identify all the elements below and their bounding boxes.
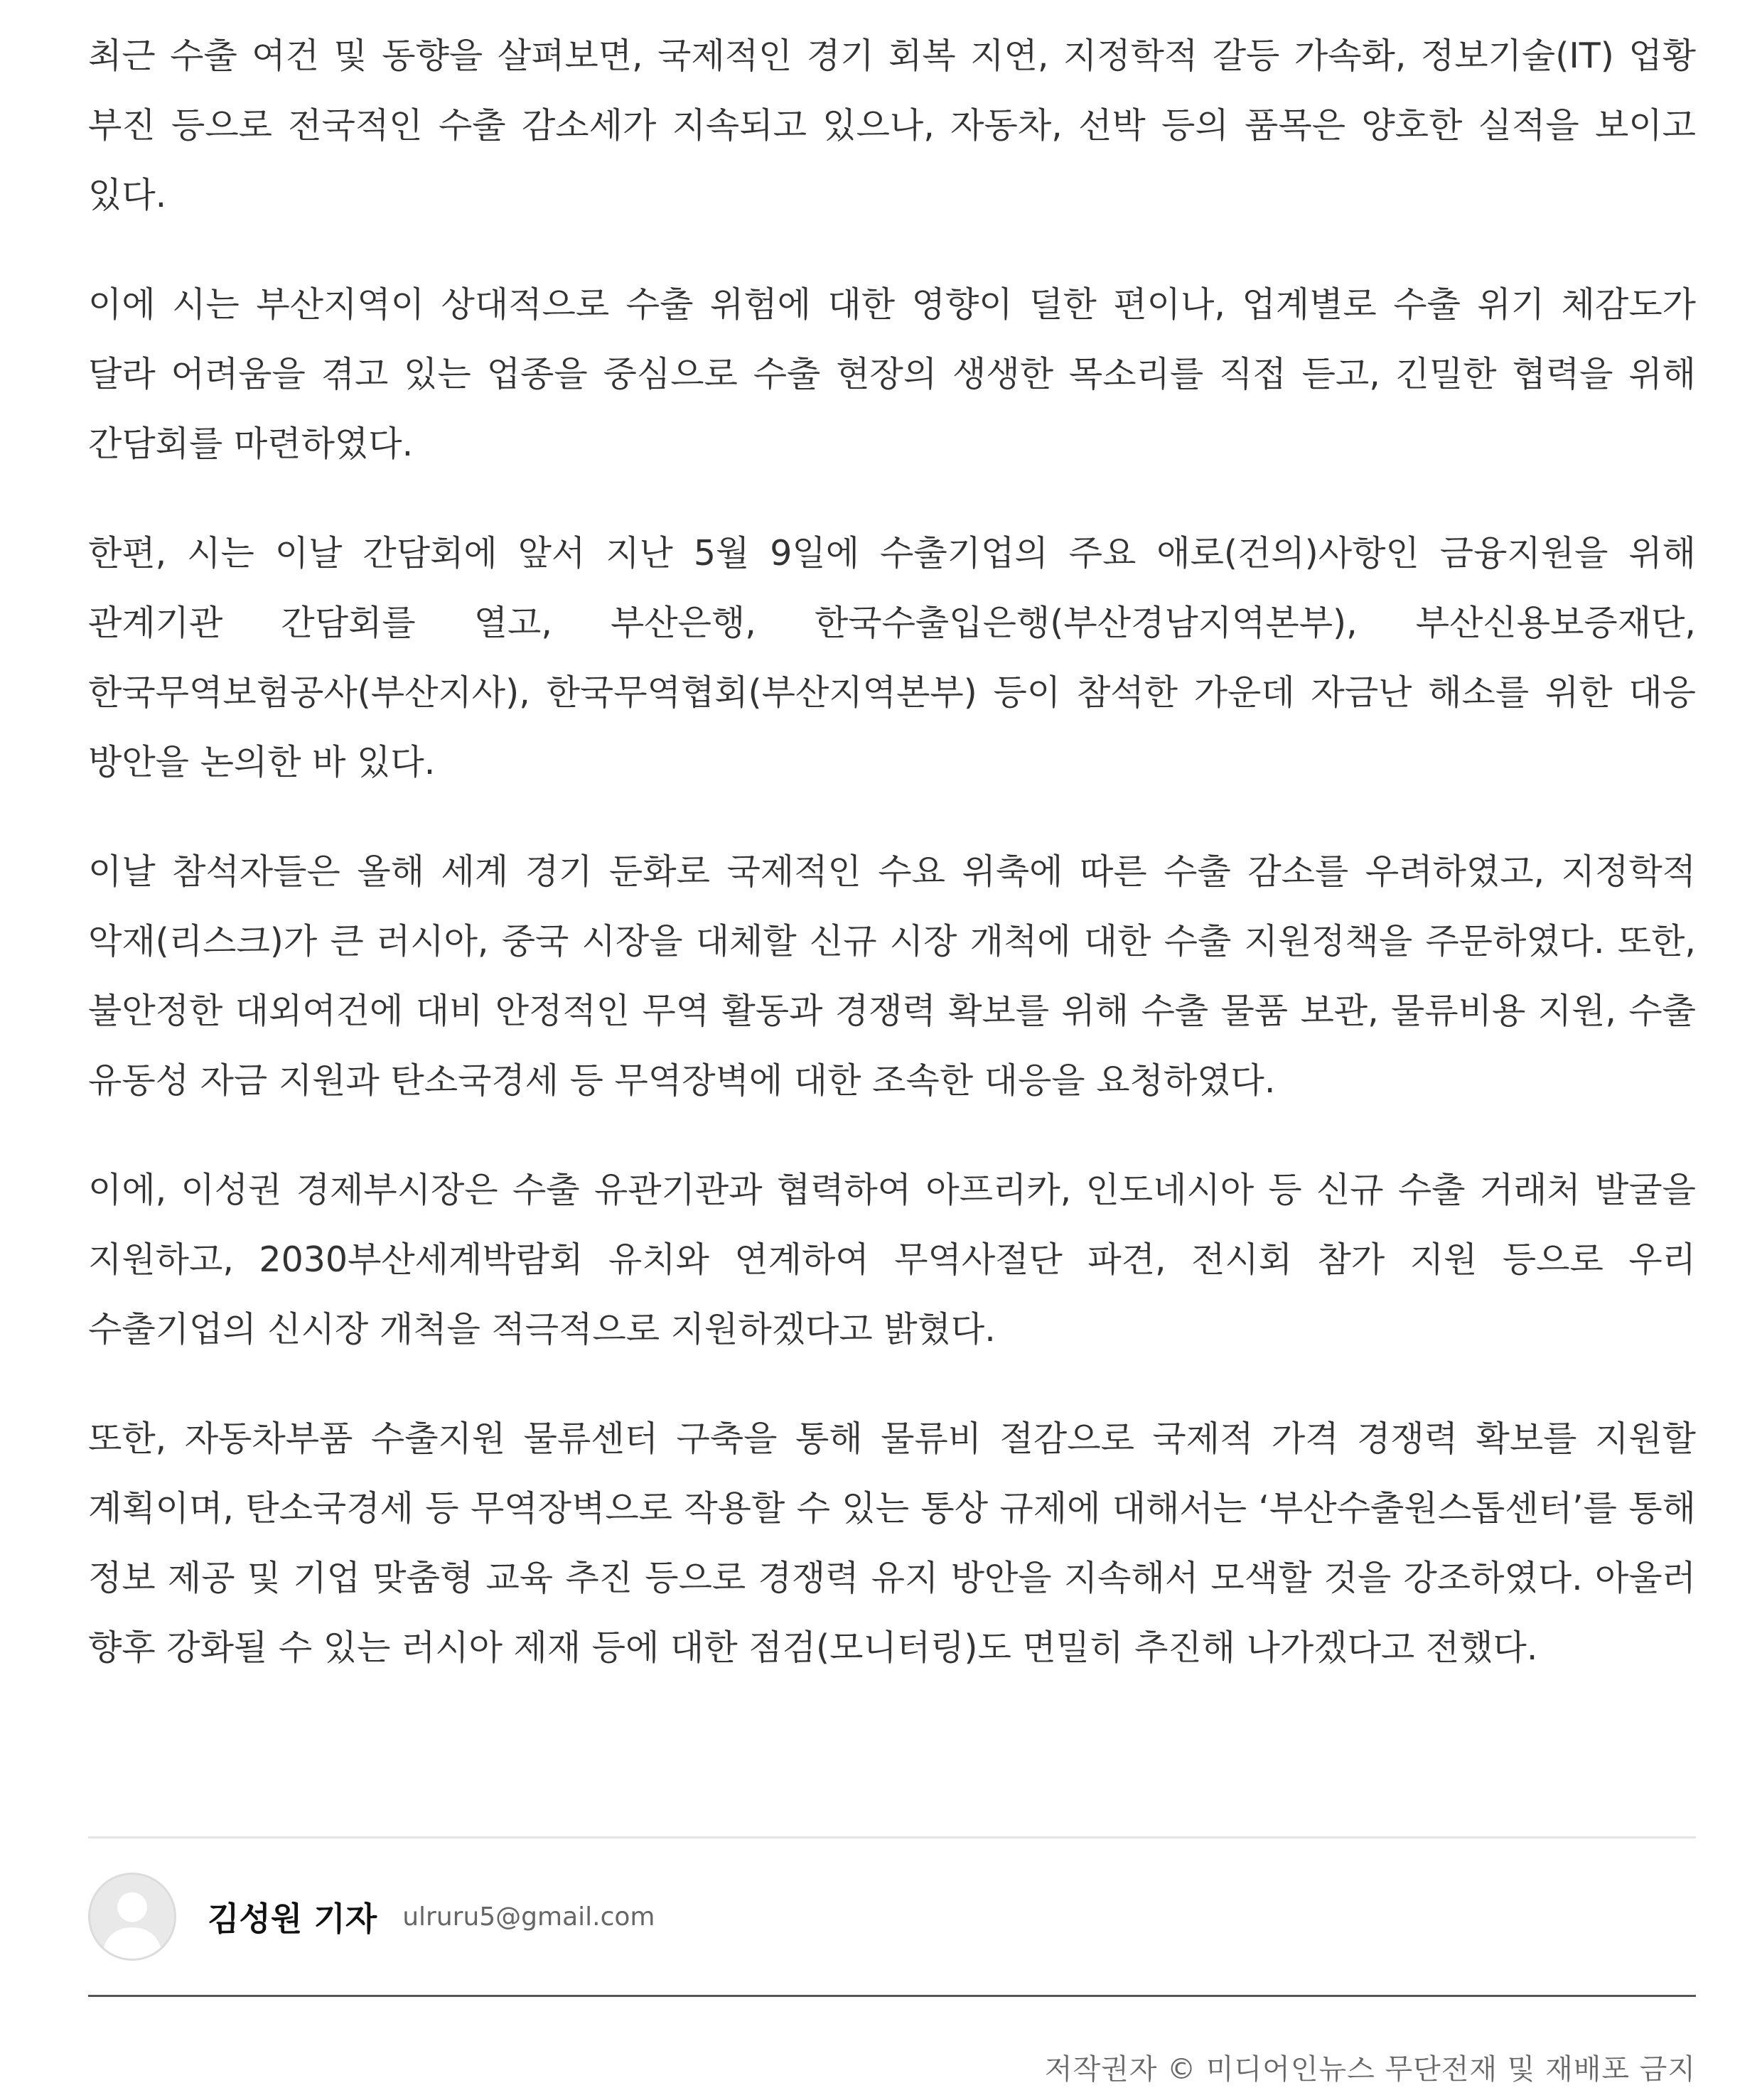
author-name[interactable]: 김성원 기자 [208,1900,377,1938]
avatar[interactable] [88,1873,176,1961]
article-paragraph-2: 이에 시는 부산지역이 상대적으로 수출 위험에 대한 영향이 덜한 편이나, 업계별로 수출 위기 체감도가 달라 어려움을 겪고 있는 업종을 중심으로 수출 현장의 생생한 목소리를 직접 듣고, 긴밀한 협력을 위해 간담회를 마련하였다. [88,284,1696,464]
article-paragraph-3: 한편, 시는 이날 간담회에 앞서 지난 5월 9일에 수출기업의 주요 애로(건의)사항인 금융지원을 위해 관계기관 간담회를 열고, 부산은행, 한국수출입은행(부산경남지역본부), 부산신용보증재단, 한국무역보험공사(부산지사), 한국무역협회(부산지역본부) 등이 참석한 가운데 자금난 해소를 위한 대응 방안을 논의한 바 있다. [88,533,1696,782]
article-paragraph-5: 이에, 이성권 경제부시장은 수출 유관기관과 협력하여 아프리카, 인도네시아 등 신규 수출 거래처 발굴을 지원하고, 2030부산세계박람회 유치와 연계하여 무역사절단 파견, 전시회 참가 지원 등으로 우리 수출기업의 신시장 개척을 적극적으로 지원하겠다고 밝혔다. [88,1170,1696,1350]
author-byline [88,1872,1696,1961]
byline-divider-bottom [88,1995,1696,1997]
article-paragraph-4: 이날 참석자들은 올해 세계 경기 둔화로 국제적인 수요 위축에 따른 수출 감소를 우려하였고, 지정학적 악재(리스크)가 큰 러시아, 중국 시장을 대체할 신규 시장 개척에 대한 수출 지원정책을 주문하였다. 또한, 불안정한 대외여건에 대비 안정적인 무역 활동과 경쟁력 확보를 위해 수출 물품 보관, 물류비용 지원, 수출 유동성 자금 지원과 탄소국경세 등 무역장벽에 대한 조속한 대응을 요청하였다. [88,851,1696,1101]
copyright-notice: 저작권자 © 미디어인뉴스 무단전재 및 재배포 금지 [1044,2053,1696,2086]
user-silhouette-icon [90,1875,174,1959]
article-paragraph-6: 또한, 자동차부품 수출지원 물류센터 구축을 통해 물류비 절감으로 국제적 가격 경쟁력 확보를 지원할 계획이며, 탄소국경세 등 무역장벽으로 작용할 수 있는 통상 규제에 대해서는 ‘부산수출원스톱센터’를 통해 정보 제공 및 기업 맞춤형 교육 추진 등으로 경쟁력 유지 방안을 지속해서 모색할 것을 강조하였다. 아울러 향후 강화될 수 있는 러시아 제재 등에 대한 점검(모니터링)도 면밀히 추진해 나가겠다고 전했다. [88,1418,1696,1668]
article-paragraph-1: 최근 수출 여건 및 동향을 살펴보면, 국제적인 경기 회복 지연, 지정학적 갈등 가속화, 정보기술(IT) 업황 부진 등으로 전국적인 수출 감소세가 지속되고 있으나, 자동차, 선박 등의 품목은 양호한 실적을 보이고 있다. [88,36,1696,215]
author-email[interactable]: ulruru5@gmail.com [402,1902,655,1932]
byline-divider-top [88,1836,1696,1838]
article-body [88,21,1696,1723]
